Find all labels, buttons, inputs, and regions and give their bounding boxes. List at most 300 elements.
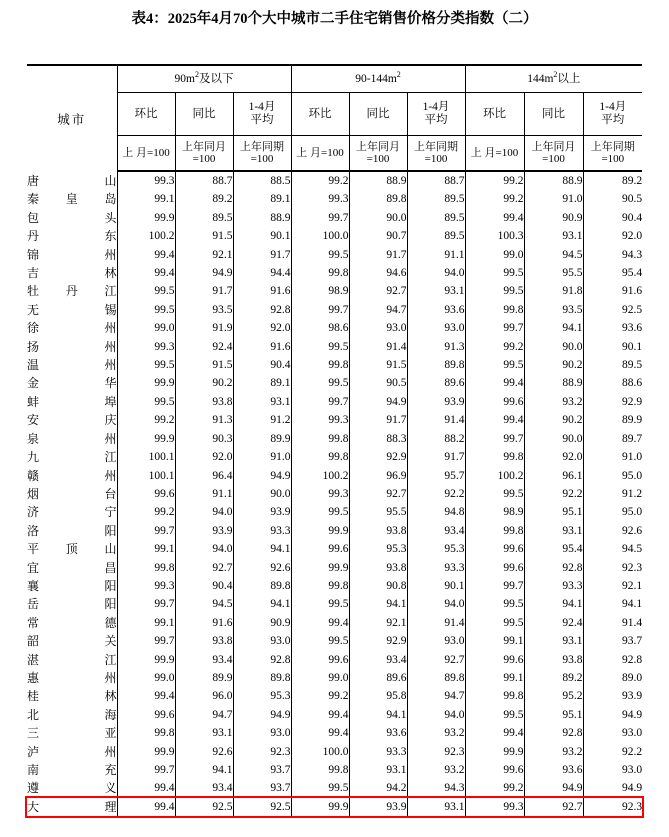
value-yoy-g3: 92.2	[524, 485, 583, 503]
value-avg-g3: 89.0	[621, 671, 643, 684]
base-line1: 上年同期	[240, 140, 284, 153]
value-mom-g1: 99.9	[117, 209, 175, 227]
price-index-table-container	[27, 64, 642, 816]
price-index-table	[27, 64, 642, 816]
table-row	[27, 356, 642, 374]
value-yoy-g2: 93.8	[349, 559, 407, 577]
value-mom-g1: 99.9	[117, 743, 175, 761]
value-avg-g2: 95.3	[407, 540, 465, 558]
column-header-mom-g3: 环比	[465, 93, 524, 136]
value-yoy-g3: 94.9	[524, 779, 583, 797]
value-mom-g2: 99.8	[291, 356, 349, 374]
table-row	[27, 540, 642, 558]
city-name-cell	[27, 595, 117, 613]
value-yoy-g3: 93.1	[524, 227, 583, 245]
value-yoy-g2: 96.9	[349, 467, 407, 485]
value-yoy-g3: 93.8	[524, 651, 583, 669]
column-base-yoy-g2	[349, 136, 407, 172]
group-label-sup: 2	[194, 69, 199, 79]
column-header-yoy-g3: 同比	[524, 93, 583, 136]
value-mom-g1: 99.4	[117, 246, 175, 264]
value-yoy-g2: 93.3	[349, 743, 407, 761]
city-name: 泉州	[27, 431, 117, 446]
column-base-mom-g1: 上 月=100	[117, 136, 175, 172]
city-name: 唐山	[27, 173, 117, 188]
column-header-city: 城市	[57, 112, 87, 127]
base-line2: =100	[542, 153, 565, 165]
city-name-cell	[27, 577, 117, 595]
value-mom-g3: 99.7	[465, 430, 524, 448]
value-avg-g1: 92.0	[233, 319, 291, 337]
value-avg-g1: 94.4	[233, 264, 291, 282]
value-avg-g3: 92.6	[621, 524, 643, 537]
corner-cell-city	[27, 65, 117, 171]
value-yoy-g3: 93.2	[524, 393, 583, 411]
value-mom-g2: 99.8	[291, 577, 349, 595]
value-yoy-g3: 90.9	[524, 209, 583, 227]
value-avg-g2: 93.2	[407, 724, 465, 742]
value-mom-g1: 100.2	[117, 227, 175, 245]
city-name: 无锡	[27, 302, 117, 317]
value-avg-g2: 93.4	[407, 522, 465, 540]
city-name: 洛阳	[27, 523, 117, 538]
value-mom-g2: 99.5	[291, 779, 349, 797]
value-mom-g3: 99.6	[465, 761, 524, 779]
value-mom-g1: 99.1	[117, 614, 175, 632]
value-avg-g3: 94.3	[621, 248, 643, 261]
value-avg-g2: 93.9	[407, 393, 465, 411]
value-mom-g2: 99.4	[291, 706, 349, 724]
city-name: 安庆	[27, 413, 117, 428]
city-name: 岳阳	[27, 597, 117, 612]
value-yoy-g2: 95.8	[349, 687, 407, 705]
value-avg-g1: 92.3	[233, 743, 291, 761]
column-header-avg-g2	[407, 93, 465, 136]
value-avg-g3: 93.7	[621, 635, 643, 648]
avg-label-line1: 1-4月	[248, 101, 276, 114]
table-body	[27, 171, 642, 816]
value-yoy-g2: 90.5	[349, 374, 407, 392]
value-yoy-g3: 94.5	[524, 246, 583, 264]
value-avg-g1: 93.9	[233, 503, 291, 521]
base-line1: 上年同月	[182, 140, 226, 153]
value-yoy-g1: 91.6	[175, 614, 233, 632]
city-name: 北海	[27, 707, 117, 722]
value-avg-g2: 89.5	[407, 227, 465, 245]
value-avg-g3: 93.9	[621, 690, 643, 703]
value-yoy-g1: 92.5	[175, 798, 233, 816]
value-mom-g2: 99.8	[291, 761, 349, 779]
base-line1: 上年同期	[414, 140, 459, 153]
value-avg-g3: 89.7	[621, 432, 643, 445]
value-yoy-g1: 93.4	[175, 651, 233, 669]
city-name: 九江	[27, 450, 117, 465]
value-mom-g3: 99.5	[465, 356, 524, 374]
value-avg-g3: 90.5	[621, 193, 643, 206]
city-name-cell	[27, 651, 117, 669]
value-yoy-g2: 94.2	[349, 779, 407, 797]
city-name: 徐州	[27, 321, 117, 336]
value-avg-g1: 90.4	[233, 356, 291, 374]
value-yoy-g3: 93.5	[524, 301, 583, 319]
city-name: 烟台	[27, 486, 117, 501]
value-yoy-g1: 90.2	[175, 374, 233, 392]
table-row	[27, 282, 642, 300]
base-line2: =100	[250, 153, 274, 165]
value-avg-g1: 90.0	[233, 485, 291, 503]
table-row	[27, 338, 642, 356]
value-yoy-g2: 92.9	[349, 448, 407, 466]
value-yoy-g2: 94.6	[349, 264, 407, 282]
base-line1: 上年同月	[531, 140, 576, 153]
value-yoy-g1: 89.5	[175, 209, 233, 227]
value-mom-g1: 99.0	[117, 669, 175, 687]
city-name-cell	[27, 282, 117, 300]
value-mom-g1: 99.6	[117, 706, 175, 724]
city-name-cell	[27, 430, 117, 448]
value-mom-g2: 99.2	[291, 171, 349, 190]
value-mom-g1: 99.8	[117, 559, 175, 577]
value-yoy-g3: 94.1	[524, 319, 583, 337]
value-yoy-g1: 91.5	[175, 356, 233, 374]
value-yoy-g1: 91.9	[175, 319, 233, 337]
city-name-cell	[27, 319, 117, 337]
value-yoy-g1: 91.1	[175, 485, 233, 503]
city-name: 常德	[27, 615, 117, 630]
value-mom-g1: 99.7	[117, 761, 175, 779]
table-row	[27, 301, 642, 319]
city-name: 温州	[27, 358, 117, 373]
base-line2: =100	[424, 153, 448, 165]
city-name: 牡丹江	[27, 284, 117, 299]
value-mom-g2: 99.8	[291, 448, 349, 466]
base-line2: =100	[192, 153, 216, 165]
city-name-cell	[27, 761, 117, 779]
value-yoy-g1: 92.1	[175, 246, 233, 264]
value-yoy-g1: 93.8	[175, 393, 233, 411]
value-avg-g1: 89.8	[233, 577, 291, 595]
value-yoy-g3: 92.7	[524, 798, 583, 816]
value-yoy-g3: 90.0	[524, 430, 583, 448]
value-mom-g3: 99.5	[465, 485, 524, 503]
value-avg-g1: 92.5	[233, 798, 291, 816]
group-label-post: 以上	[557, 72, 581, 85]
value-mom-g3: 99.2	[465, 171, 524, 190]
value-yoy-g1: 89.9	[175, 669, 233, 687]
avg-label-line1: 1-4月	[599, 101, 627, 114]
value-mom-g3: 99.5	[465, 282, 524, 300]
value-avg-g3: 94.9	[621, 708, 643, 721]
value-mom-g1: 99.5	[117, 393, 175, 411]
city-name: 吉林	[27, 266, 117, 281]
value-avg-g3: 94.1	[621, 598, 643, 611]
value-mom-g3: 99.2	[465, 779, 524, 797]
header-row-measures	[27, 93, 642, 136]
value-avg-g2: 93.1	[407, 798, 465, 816]
city-name-cell	[27, 171, 117, 190]
table-row	[27, 779, 642, 797]
value-mom-g3: 99.5	[465, 614, 524, 632]
column-header-yoy-g1: 同比	[175, 93, 233, 136]
value-yoy-g1: 89.2	[175, 190, 233, 208]
table-row	[27, 798, 642, 816]
city-name-cell	[27, 227, 117, 245]
value-yoy-g1: 93.1	[175, 724, 233, 742]
value-mom-g2: 99.6	[291, 540, 349, 558]
base-line1: 上年同期	[590, 140, 635, 153]
group-label-sup: 2	[396, 69, 401, 79]
value-avg-g1: 89.9	[233, 430, 291, 448]
value-mom-g3: 99.9	[465, 743, 524, 761]
value-yoy-g2: 92.7	[349, 485, 407, 503]
city-name: 泸州	[27, 744, 117, 759]
city-name: 包头	[27, 210, 117, 225]
value-yoy-g1: 91.7	[175, 282, 233, 300]
city-name-cell	[27, 743, 117, 761]
value-mom-g3: 99.1	[465, 632, 524, 650]
value-avg-g3: 94.9	[621, 782, 643, 795]
value-avg-g2: 93.2	[407, 761, 465, 779]
value-yoy-g3: 90.2	[524, 356, 583, 374]
value-avg-g1: 92.8	[233, 651, 291, 669]
value-avg-g2: 91.4	[407, 614, 465, 632]
value-avg-g3: 93.0	[621, 727, 643, 740]
value-yoy-g2: 88.3	[349, 430, 407, 448]
value-mom-g2: 99.7	[291, 393, 349, 411]
value-yoy-g3: 93.3	[524, 577, 583, 595]
value-mom-g1: 99.3	[117, 577, 175, 595]
city-name: 蚌埠	[27, 394, 117, 409]
value-mom-g2: 99.9	[291, 798, 349, 816]
value-avg-g2: 93.3	[407, 559, 465, 577]
value-avg-g1: 93.7	[233, 779, 291, 797]
base-line2: =100	[601, 153, 625, 165]
value-avg-g1: 93.0	[233, 724, 291, 742]
value-mom-g3: 99.1	[465, 669, 524, 687]
table-row	[27, 190, 642, 208]
value-avg-g2: 94.8	[407, 503, 465, 521]
table-row	[27, 761, 642, 779]
value-avg-g2: 89.8	[407, 669, 465, 687]
value-yoy-g1: 91.5	[175, 227, 233, 245]
value-yoy-g2: 91.4	[349, 338, 407, 356]
value-avg-g1: 89.1	[233, 190, 291, 208]
value-avg-g2: 89.8	[407, 356, 465, 374]
value-mom-g1: 100.1	[117, 467, 175, 485]
value-mom-g1: 99.2	[117, 411, 175, 429]
table-header	[27, 65, 642, 171]
value-yoy-g1: 92.4	[175, 338, 233, 356]
value-avg-g3: 91.0	[621, 451, 643, 464]
avg-label-line2: 平均	[601, 114, 625, 126]
city-name: 济宁	[27, 505, 117, 520]
value-yoy-g3: 92.4	[524, 614, 583, 632]
city-name: 南充	[27, 763, 117, 777]
value-avg-g1: 91.6	[233, 338, 291, 356]
value-avg-g1: 88.5	[233, 171, 291, 190]
city-name-cell	[27, 301, 117, 319]
value-mom-g1: 99.9	[117, 374, 175, 392]
column-base-avg-g1	[233, 136, 291, 172]
value-mom-g3: 99.5	[465, 595, 524, 613]
city-name-cell	[27, 724, 117, 742]
value-mom-g1: 99.1	[117, 540, 175, 558]
value-mom-g3: 99.6	[465, 651, 524, 669]
value-mom-g3: 99.8	[465, 687, 524, 705]
value-avg-g2: 94.0	[407, 706, 465, 724]
value-yoy-g1: 90.3	[175, 430, 233, 448]
table-row	[27, 614, 642, 632]
value-avg-g2: 89.5	[407, 209, 465, 227]
value-mom-g1: 99.3	[117, 338, 175, 356]
city-name-cell	[27, 209, 117, 227]
value-yoy-g1: 93.5	[175, 301, 233, 319]
value-yoy-g2: 93.6	[349, 724, 407, 742]
value-yoy-g2: 91.5	[349, 356, 407, 374]
value-mom-g1: 99.6	[117, 485, 175, 503]
value-mom-g1: 99.4	[117, 687, 175, 705]
value-mom-g2: 99.4	[291, 724, 349, 742]
value-yoy-g3: 90.0	[524, 338, 583, 356]
city-name-cell	[27, 559, 117, 577]
value-mom-g2: 98.9	[291, 282, 349, 300]
value-yoy-g1: 94.9	[175, 264, 233, 282]
value-mom-g1: 99.7	[117, 522, 175, 540]
value-mom-g2: 99.7	[291, 301, 349, 319]
table-row	[27, 467, 642, 485]
value-mom-g2: 98.6	[291, 319, 349, 337]
city-name-cell	[27, 467, 117, 485]
value-avg-g3: 94.5	[621, 543, 643, 556]
value-avg-g1: 94.1	[233, 595, 291, 613]
value-mom-g3: 99.4	[465, 374, 524, 392]
value-mom-g1: 99.8	[117, 724, 175, 742]
city-name-cell	[27, 632, 117, 650]
city-name-cell	[27, 374, 117, 392]
value-avg-g1: 91.7	[233, 246, 291, 264]
value-yoy-g2: 93.8	[349, 522, 407, 540]
value-yoy-g2: 92.7	[349, 282, 407, 300]
value-yoy-g2: 92.9	[349, 632, 407, 650]
value-avg-g2: 92.2	[407, 485, 465, 503]
city-name: 遵义	[27, 781, 117, 796]
value-avg-g1: 90.1	[233, 227, 291, 245]
city-name-cell	[27, 246, 117, 264]
group-label-sup: 2	[553, 69, 558, 79]
value-yoy-g2: 93.1	[349, 761, 407, 779]
group-label-pre: 144m	[527, 72, 554, 85]
value-avg-g2: 91.3	[407, 338, 465, 356]
value-mom-g2: 99.4	[291, 614, 349, 632]
column-base-avg-g2	[407, 136, 465, 172]
value-yoy-g3: 95.4	[524, 540, 583, 558]
value-avg-g2: 90.1	[407, 577, 465, 595]
value-mom-g2: 99.3	[291, 411, 349, 429]
value-mom-g1: 99.5	[117, 301, 175, 319]
value-avg-g2: 91.4	[407, 411, 465, 429]
value-yoy-g1: 93.8	[175, 632, 233, 650]
value-avg-g3: 92.2	[621, 745, 643, 758]
table-row	[27, 319, 642, 337]
value-mom-g1: 99.4	[117, 798, 175, 816]
city-name: 桂林	[27, 689, 117, 704]
value-avg-g2: 89.5	[407, 190, 465, 208]
city-name: 丹东	[27, 229, 117, 244]
value-avg-g3: 92.5	[621, 303, 643, 316]
table-row	[27, 264, 642, 282]
value-avg-g3: 92.3	[621, 800, 643, 813]
city-name-cell	[27, 190, 117, 208]
column-header-yoy-g2: 同比	[349, 93, 407, 136]
column-header-avg-g3	[583, 93, 642, 136]
value-mom-g1: 99.5	[117, 356, 175, 374]
value-avg-g3: 91.6	[621, 285, 643, 298]
value-avg-g3: 89.2	[621, 175, 643, 187]
value-mom-g2: 99.9	[291, 559, 349, 577]
value-mom-g1: 99.7	[117, 595, 175, 613]
value-avg-g2: 93.6	[407, 301, 465, 319]
value-mom-g3: 99.8	[465, 522, 524, 540]
group-header-area-90-144	[291, 65, 465, 93]
table-row	[27, 209, 642, 227]
table-row	[27, 522, 642, 540]
city-name-cell	[27, 706, 117, 724]
city-name-cell	[27, 338, 117, 356]
value-yoy-g2: 94.9	[349, 393, 407, 411]
value-yoy-g3: 91.8	[524, 282, 583, 300]
value-mom-g3: 99.8	[465, 448, 524, 466]
header-row-groups	[27, 65, 642, 93]
value-yoy-g2: 94.1	[349, 595, 407, 613]
value-yoy-g3: 95.2	[524, 687, 583, 705]
table-row	[27, 171, 642, 190]
table-row	[27, 724, 642, 742]
value-mom-g2: 99.5	[291, 374, 349, 392]
value-avg-g2: 94.0	[407, 264, 465, 282]
group-label-post: 及以下	[198, 72, 234, 85]
value-yoy-g2: 95.5	[349, 503, 407, 521]
value-mom-g3: 100.2	[465, 467, 524, 485]
value-yoy-g3: 94.1	[524, 595, 583, 613]
value-yoy-g1: 96.4	[175, 467, 233, 485]
value-mom-g2: 99.5	[291, 632, 349, 650]
value-mom-g1: 99.0	[117, 319, 175, 337]
value-avg-g1: 92.6	[233, 559, 291, 577]
value-mom-g1: 100.1	[117, 448, 175, 466]
table-row	[27, 503, 642, 521]
value-yoy-g3: 91.0	[524, 190, 583, 208]
value-mom-g3: 99.4	[465, 724, 524, 742]
value-avg-g2: 94.7	[407, 687, 465, 705]
value-avg-g2: 91.7	[407, 448, 465, 466]
city-name: 金华	[27, 376, 117, 391]
table-row	[27, 393, 642, 411]
value-yoy-g2: 90.0	[349, 209, 407, 227]
value-avg-g2: 91.1	[407, 246, 465, 264]
value-mom-g2: 99.6	[291, 651, 349, 669]
value-yoy-g2: 94.7	[349, 301, 407, 319]
city-name-cell	[27, 540, 117, 558]
table-row	[27, 687, 642, 705]
value-avg-g1: 88.9	[233, 209, 291, 227]
value-avg-g1: 91.0	[233, 448, 291, 466]
value-yoy-g2: 88.9	[349, 171, 407, 190]
city-name-cell	[27, 448, 117, 466]
value-avg-g2: 88.2	[407, 430, 465, 448]
value-avg-g2: 93.0	[407, 632, 465, 650]
value-yoy-g3: 93.1	[524, 522, 583, 540]
city-name-cell	[27, 485, 117, 503]
